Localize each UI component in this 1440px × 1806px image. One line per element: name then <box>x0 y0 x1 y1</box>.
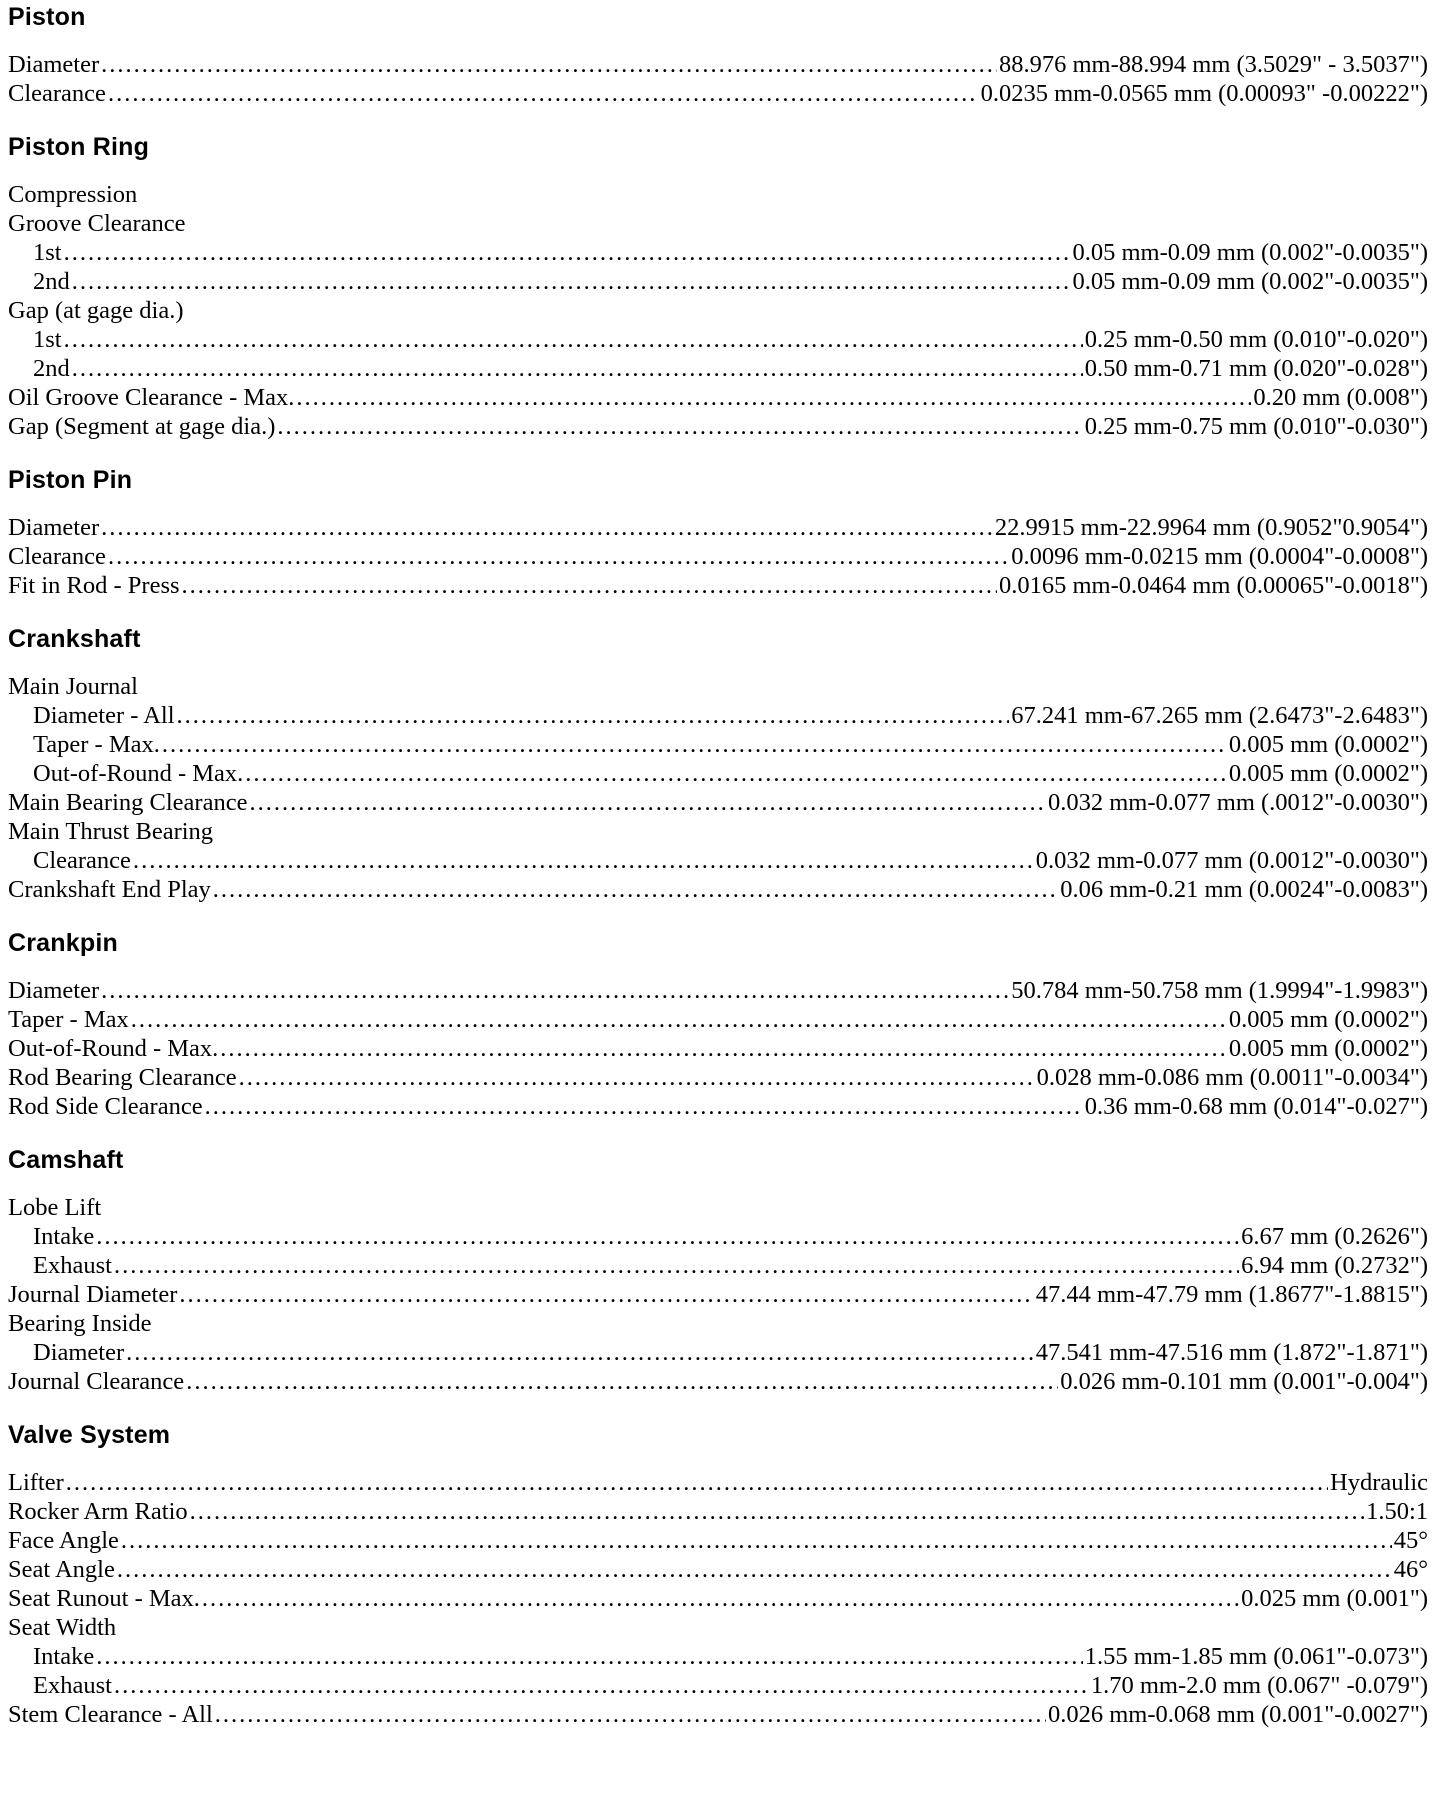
spec-value: 0.0165 mm-0.0464 mm (0.00065"-0.0018") <box>999 572 1428 599</box>
spec-row <box>8 1526 1428 1555</box>
spec-section-crankpin <box>8 926 1428 1121</box>
spec-label: Taper - Max. <box>33 731 160 758</box>
section-title: Crankpin <box>8 929 118 957</box>
spec-row <box>8 1338 1428 1367</box>
spec-label: Compression <box>8 181 138 208</box>
dot-leader <box>277 412 1082 441</box>
spec-label: Main Thrust Bearing <box>8 818 214 845</box>
dot-leader <box>215 1700 1046 1729</box>
spec-row <box>8 79 1428 108</box>
spec-value: 0.50 mm-0.71 mm (0.020"-0.028") <box>1084 355 1428 382</box>
spec-value: 47.44 mm-47.79 mm (1.8677"-1.8815") <box>1035 1281 1428 1308</box>
spec-value: 0.005 mm (0.0002") <box>1228 1006 1428 1033</box>
dot-leader <box>121 1526 1392 1555</box>
spec-label: Diameter - All <box>33 702 175 729</box>
spec-value: 46° <box>1393 1556 1428 1583</box>
spec-row <box>8 513 1428 542</box>
spec-row <box>8 325 1428 354</box>
spec-label: Diameter <box>8 514 100 541</box>
dot-leader <box>296 383 1251 412</box>
spec-value: 47.541 mm-47.516 mm (1.872"-1.871") <box>1035 1339 1428 1366</box>
spec-label: Clearance <box>8 543 106 570</box>
dot-leader <box>245 759 1227 788</box>
spec-label: Seat Angle <box>8 1556 115 1583</box>
spec-row <box>8 267 1428 296</box>
spec-section-valve-system <box>8 1418 1428 1729</box>
spec-value: 0.25 mm-0.75 mm (0.010"-0.030") <box>1084 413 1428 440</box>
spec-label: Gap (at gage dia.) <box>8 297 184 324</box>
spec-row <box>8 976 1428 1005</box>
spec-label: Diameter <box>8 977 100 1004</box>
spec-label: Clearance <box>8 80 106 107</box>
dot-leader <box>96 1642 1083 1671</box>
spec-label: Intake <box>33 1643 95 1670</box>
dot-leader <box>72 354 1083 383</box>
dot-leader <box>202 1584 1239 1613</box>
spec-row <box>8 1251 1428 1280</box>
spec-section-piston-ring <box>8 130 1428 441</box>
dot-leader <box>205 1092 1083 1121</box>
spec-page <box>8 0 1428 1729</box>
spec-value: 0.0235 mm-0.0565 mm (0.00093" -0.00222") <box>980 80 1428 107</box>
spec-label: Lobe Lift <box>8 1194 102 1221</box>
spec-row <box>8 238 1428 267</box>
spec-label: Intake <box>33 1223 95 1250</box>
dot-leader <box>108 542 1009 571</box>
spec-label: Rod Side Clearance <box>8 1093 203 1120</box>
spec-value: 0.25 mm-0.50 mm (0.010"-0.020") <box>1084 326 1428 353</box>
spec-row <box>8 875 1428 904</box>
spec-section-piston-pin <box>8 463 1428 600</box>
dot-leader <box>108 79 979 108</box>
spec-value: 1.55 mm-1.85 mm (0.061"-0.073") <box>1084 1643 1428 1670</box>
spec-section-crankshaft <box>8 622 1428 904</box>
spec-row <box>8 1367 1428 1396</box>
spec-row <box>8 1222 1428 1251</box>
spec-label: Stem Clearance - All <box>8 1701 213 1728</box>
spec-value: 50.784 mm-50.758 mm (1.9994"-1.9983") <box>1011 977 1428 1004</box>
spec-value: 0.20 mm (0.008") <box>1253 384 1428 411</box>
spec-subheading <box>8 180 1428 209</box>
dot-leader <box>177 701 1010 730</box>
spec-subheading <box>8 817 1428 846</box>
spec-value: 0.026 mm-0.068 mm (0.001"-0.0027") <box>1048 1701 1428 1728</box>
section-title: Piston <box>8 3 86 31</box>
section-title: Camshaft <box>8 1146 124 1174</box>
spec-label: Clearance <box>33 847 131 874</box>
spec-value: 0.06 mm-0.21 mm (0.0024"-0.0083") <box>1060 876 1428 903</box>
spec-subheading <box>8 209 1428 238</box>
spec-row <box>8 1092 1428 1121</box>
dot-leader <box>239 1063 1035 1092</box>
spec-subheading <box>8 1193 1428 1222</box>
dot-leader <box>72 267 1071 296</box>
spec-label: Seat Runout - Max. <box>8 1585 200 1612</box>
spec-label: Journal Clearance <box>8 1368 185 1395</box>
spec-label: Lifter <box>8 1469 64 1496</box>
dot-leader <box>133 846 1034 875</box>
dot-leader <box>190 1497 1364 1526</box>
spec-row <box>8 846 1428 875</box>
spec-row <box>8 788 1428 817</box>
spec-subheading <box>8 296 1428 325</box>
spec-row <box>8 730 1428 759</box>
dot-leader <box>66 1468 1328 1497</box>
dot-leader <box>96 1222 1239 1251</box>
spec-section-camshaft <box>8 1143 1428 1396</box>
dot-leader <box>186 1367 1058 1396</box>
spec-label: Out-of-Round - Max. <box>8 1035 219 1062</box>
spec-value: 0.05 mm-0.09 mm (0.002"-0.0035") <box>1072 239 1428 266</box>
dot-leader <box>249 788 1046 817</box>
spec-subheading <box>8 672 1428 701</box>
spec-label: 2nd <box>33 355 70 382</box>
section-title: Valve System <box>8 1421 171 1449</box>
spec-value: 0.032 mm-0.077 mm (.0012"-0.0030") <box>1048 789 1428 816</box>
spec-row <box>8 1497 1428 1526</box>
spec-row <box>8 1005 1428 1034</box>
spec-row <box>8 571 1428 600</box>
spec-label: Oil Groove Clearance - Max. <box>8 384 295 411</box>
spec-row <box>8 1700 1428 1729</box>
spec-subheading <box>8 1309 1428 1338</box>
spec-label: Main Bearing Clearance <box>8 789 248 816</box>
spec-label: Groove Clearance <box>8 210 186 237</box>
spec-value: 0.05 mm-0.09 mm (0.002"-0.0035") <box>1072 268 1428 295</box>
dot-leader <box>126 1338 1034 1367</box>
spec-row <box>8 412 1428 441</box>
spec-value: 0.005 mm (0.0002") <box>1228 731 1428 758</box>
spec-subheading <box>8 1613 1428 1642</box>
spec-row <box>8 1063 1428 1092</box>
spec-value: 6.67 mm (0.2626") <box>1241 1223 1428 1250</box>
spec-row <box>8 1671 1428 1700</box>
dot-leader <box>162 730 1227 759</box>
spec-label: Exhaust <box>33 1252 112 1279</box>
dot-leader <box>101 50 997 79</box>
spec-row <box>8 1034 1428 1063</box>
dot-leader <box>101 976 1009 1005</box>
dot-leader <box>101 513 993 542</box>
spec-row <box>8 1642 1428 1671</box>
spec-row <box>8 759 1428 788</box>
dot-leader <box>117 1555 1392 1584</box>
spec-value: 0.028 mm-0.086 mm (0.0011"-0.0034") <box>1036 1064 1428 1091</box>
section-title: Piston Pin <box>8 466 133 494</box>
spec-row <box>8 542 1428 571</box>
dot-leader <box>64 325 1083 354</box>
spec-value: 1.70 mm-2.0 mm (0.067" -0.079") <box>1090 1672 1428 1699</box>
spec-value: 45° <box>1393 1527 1428 1554</box>
spec-row <box>8 383 1428 412</box>
spec-label: 2nd <box>33 268 70 295</box>
spec-label: Diameter <box>33 1339 125 1366</box>
spec-label: Gap (Segment at gage dia.) <box>8 413 276 440</box>
spec-label: Fit in Rod - Press <box>8 572 180 599</box>
spec-label: Rod Bearing Clearance <box>8 1064 237 1091</box>
spec-row <box>8 1468 1428 1497</box>
dot-leader <box>220 1034 1227 1063</box>
spec-value: 0.36 mm-0.68 mm (0.014"-0.027") <box>1084 1093 1428 1120</box>
spec-label: Bearing Inside <box>8 1310 152 1337</box>
spec-value: 0.005 mm (0.0002") <box>1228 1035 1428 1062</box>
dot-leader <box>213 875 1058 904</box>
spec-row <box>8 354 1428 383</box>
spec-section-piston <box>8 0 1428 108</box>
spec-value: 67.241 mm-67.265 mm (2.6473"-2.6483") <box>1011 702 1428 729</box>
spec-row <box>8 50 1428 79</box>
spec-label: Crankshaft End Play <box>8 876 211 903</box>
spec-value: Hydraulic <box>1330 1469 1428 1496</box>
dot-leader <box>182 571 997 600</box>
spec-row <box>8 1280 1428 1309</box>
spec-value: 0.032 mm-0.077 mm (0.0012"-0.0030") <box>1035 847 1428 874</box>
spec-row <box>8 1584 1428 1613</box>
dot-leader <box>114 1251 1239 1280</box>
spec-label: Exhaust <box>33 1672 112 1699</box>
spec-value: 0.025 mm (0.001") <box>1241 1585 1428 1612</box>
spec-label: Journal Diameter <box>8 1281 178 1308</box>
spec-row <box>8 701 1428 730</box>
spec-row <box>8 1555 1428 1584</box>
spec-label: Diameter <box>8 51 100 78</box>
section-title: Piston Ring <box>8 133 150 161</box>
spec-value: 1.50:1 <box>1366 1498 1428 1525</box>
spec-value: 0.026 mm-0.101 mm (0.001"-0.004") <box>1060 1368 1428 1395</box>
spec-value: 88.976 mm-88.994 mm (3.5029" - 3.5037") <box>999 51 1428 78</box>
spec-value: 0.0096 mm-0.0215 mm (0.0004"-0.0008") <box>1011 543 1428 570</box>
spec-label: Seat Width <box>8 1614 117 1641</box>
spec-label: 1st <box>33 239 62 266</box>
dot-leader <box>131 1005 1227 1034</box>
spec-label: Taper - Max <box>8 1006 129 1033</box>
spec-label: 1st <box>33 326 62 353</box>
spec-value: 6.94 mm (0.2732") <box>1241 1252 1428 1279</box>
section-title: Crankshaft <box>8 625 141 653</box>
dot-leader <box>64 238 1071 267</box>
spec-label: Face Angle <box>8 1527 119 1554</box>
dot-leader <box>114 1671 1089 1700</box>
spec-label: Rocker Arm Ratio <box>8 1498 188 1525</box>
spec-value: 22.9915 mm-22.9964 mm (0.9052"0.9054") <box>994 514 1428 541</box>
spec-label: Out-of-Round - Max. <box>33 760 244 787</box>
spec-label: Main Journal <box>8 673 138 700</box>
dot-leader <box>179 1280 1033 1309</box>
spec-value: 0.005 mm (0.0002") <box>1228 760 1428 787</box>
